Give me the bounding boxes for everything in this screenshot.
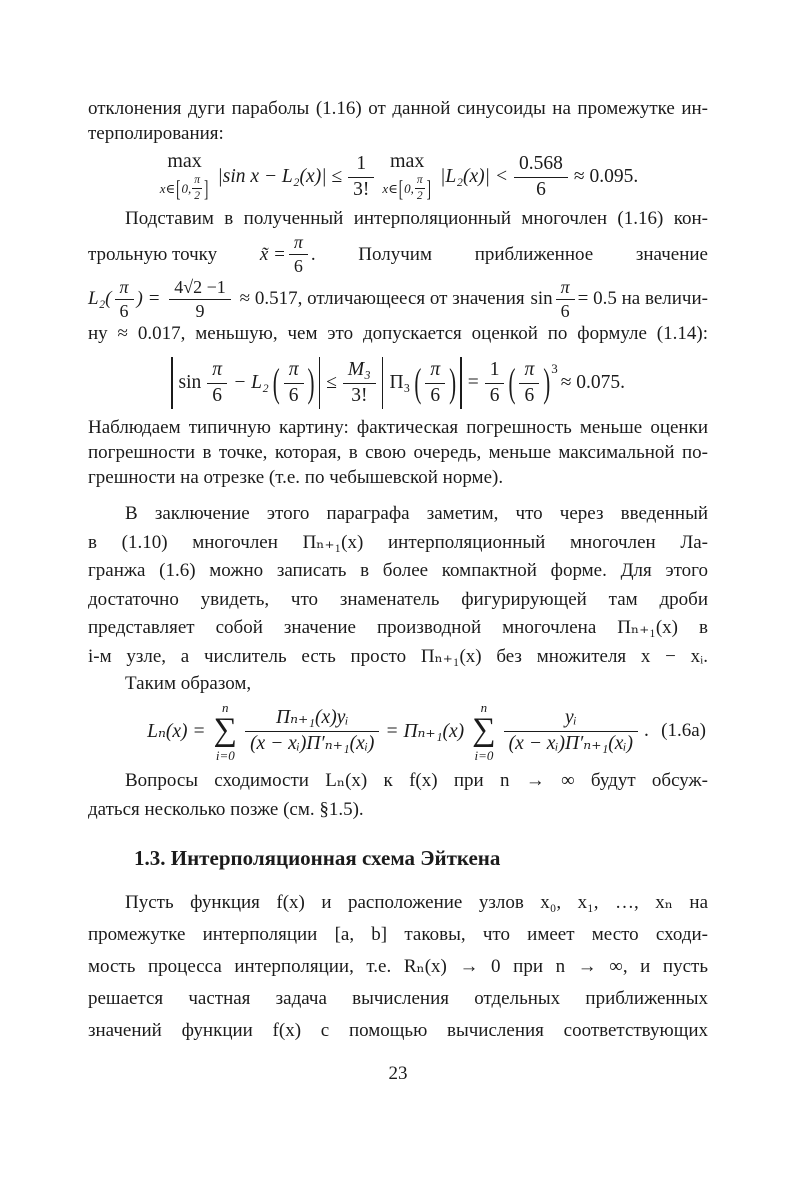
paragraph-observation	[88, 415, 708, 490]
text-line: погрешности в точке, которая, в свою очередь, меньше максимальной по-	[88, 442, 708, 464]
fraction-denominator: 6	[430, 384, 441, 406]
text-line: промежутке интерполяции [a, b] таковы, что имеет место сходи-	[88, 923, 708, 945]
text-line: грешности на отрезке (т.е. по чебышевской норме).	[88, 467, 504, 489]
fraction-denominator: 6	[489, 384, 500, 406]
math-line	[88, 277, 708, 321]
max-label: max	[389, 150, 425, 172]
fraction-denominator: 6	[293, 256, 303, 277]
text-line: Подставим в полученный интерполяционный многочлен (1.16) кон-	[125, 208, 708, 230]
big-close-paren: )	[307, 359, 315, 406]
text-line: Вопросы сходимости Lₙ(x) к f(x) при n → ∞ будут обсуж-	[125, 769, 708, 791]
sum-lower-limit: i=0	[215, 747, 235, 763]
text-piece: = 0.5 на величи-	[577, 288, 708, 309]
domain-variable: x∈	[382, 181, 398, 197]
big-open-paren: (	[272, 359, 280, 406]
fraction-pi-over-6	[519, 359, 539, 407]
fraction-denominator: 6	[524, 384, 535, 406]
max-operator	[382, 151, 432, 203]
sin-label: sin	[530, 288, 553, 309]
summation-symbol	[472, 701, 496, 761]
formula-max-error-bound	[88, 151, 708, 203]
fraction-one-over-6	[485, 359, 505, 407]
fraction-denominator: 2	[194, 190, 201, 203]
big-open-paren: (	[414, 359, 422, 406]
fraction-numerator: π	[115, 277, 134, 300]
x-tilde-equals: x̃ =	[259, 243, 286, 265]
big-close-paren: )	[543, 359, 551, 406]
math-line	[88, 232, 708, 276]
text-line: В заключение этого параграфа заметим, что через введенный	[125, 503, 708, 525]
fraction-denominator: 3!	[353, 178, 370, 200]
lhs-ln-x: Lₙ(x) =	[147, 721, 206, 743]
paragraph-thus	[88, 671, 708, 697]
period: .	[644, 720, 649, 742]
fraction-denominator: (x − xᵢ)Π′ₙ₊₁(xᵢ)	[508, 732, 634, 754]
approx-value: ≈ 0.075.	[560, 372, 626, 394]
fraction-denominator: 3!	[351, 384, 368, 406]
text-piece: ≈ 0.517, отличающееся от значения	[239, 288, 525, 309]
text-line: терполирования:	[88, 123, 224, 144]
pi3-label: Π₃	[389, 372, 411, 394]
domain-variable: x∈	[159, 181, 176, 197]
text-line: Наблюдаем типичную картину: фактическая погрешность меньше оценки	[88, 417, 708, 439]
big-open-paren: (	[508, 359, 516, 406]
sum-upper-limit: n	[222, 700, 229, 716]
text-line: представляет собой значение производной многочлена Πₙ₊₁(x) в	[88, 617, 708, 639]
right-bracket: ]	[204, 175, 209, 203]
fraction-numerator: yᵢ	[504, 707, 638, 731]
text-line: даться несколько позже (см. §1.5).	[88, 798, 364, 820]
paragraph-convergence	[88, 766, 708, 824]
text-line: в (1.10) многочлен Πₙ₊₁(x) интерполяционный многочлен Ла-	[88, 531, 708, 553]
vertical-bar	[171, 357, 173, 409]
vertical-bar	[382, 357, 384, 409]
middle-equality: = Πₙ₊₁(x)	[385, 721, 465, 743]
big-close-paren: )	[449, 359, 457, 406]
fraction-pi-over-6	[115, 277, 134, 321]
sum-upper-limit: n	[480, 700, 488, 716]
l2-open: L₂(	[88, 288, 112, 309]
fraction-numerator: π	[415, 174, 425, 189]
fraction-denominator: 6	[119, 300, 129, 321]
fraction-4sqrt2-over-9	[169, 277, 231, 321]
vertical-bar	[460, 357, 462, 409]
text-piece: трольную точку	[88, 243, 218, 265]
expression-sin-minus-l2: |sin x − L₂(x)| ≤	[217, 166, 343, 188]
text-line: отклонения дуги параболы (1.16) от данной синусоиды на промежутке ин-	[88, 98, 708, 119]
fraction-pi-over-6	[425, 359, 445, 407]
fraction-pi-over-6	[289, 232, 308, 276]
page-number: 23	[388, 1062, 408, 1084]
sigma-icon: ∑	[213, 712, 238, 749]
text-line: достаточно увидеть, что знаменатель фигурирующей там дроби	[88, 588, 708, 610]
period: .	[310, 243, 316, 265]
text-line: мость процесса интерполяции, т.е. Rₙ(x) → 0 при n → ∞, и пусть	[88, 955, 708, 977]
sum-lower-limit: i=0	[474, 747, 494, 763]
fraction-numerator: π	[289, 232, 308, 255]
sigma-icon: ∑	[472, 712, 496, 749]
text-piece: значение	[635, 243, 708, 265]
less-equal: ≤	[326, 372, 337, 394]
equation-number: (1.6a)	[661, 720, 706, 742]
fraction-denominator: 9	[195, 300, 205, 321]
text-line: ну ≈ 0.017, меньшую, чем это допускается оценкой по формуле (1.14):	[88, 323, 708, 345]
exponent-3: 3	[551, 361, 558, 377]
approx-value: ≈ 0.095.	[573, 166, 639, 188]
left-bracket: [	[398, 175, 404, 203]
fraction-m3-over-3fact	[343, 359, 376, 407]
fraction-pi-over-2	[192, 174, 202, 203]
max-domain	[382, 174, 432, 203]
max-domain	[160, 174, 210, 203]
fraction-pi-over-6	[556, 277, 575, 321]
fraction-denominator: 6	[536, 178, 546, 200]
right-bracket: ]	[426, 175, 431, 203]
equation-1-6a-row	[88, 701, 708, 761]
text-piece: приближенное	[474, 243, 594, 265]
paragraph-substitute-point	[88, 206, 708, 347]
text-line: i-м узле, а числитель есть просто Πₙ₊₁(x) без множителя x − xᵢ.	[88, 645, 708, 667]
fraction-pi-over-6	[284, 359, 304, 407]
expression-l2-bound: |L₂(x)| <	[440, 166, 509, 188]
text-line: значений функции f(x) с помощью вычисления соответствующих	[88, 1019, 708, 1041]
control-point-expression	[260, 232, 316, 276]
fraction-numerator: 4√2 −1	[169, 277, 231, 300]
formula-point-error	[88, 357, 708, 409]
max-operator	[160, 151, 210, 203]
fraction-numerator: M₃	[343, 359, 376, 383]
fraction-denominator: 6	[288, 384, 299, 406]
fraction-numerator: π	[207, 359, 227, 383]
minus-l2: − L₂	[233, 372, 269, 394]
fraction-pi-over-2	[415, 174, 425, 203]
fraction-0568-over-6	[514, 153, 568, 201]
fraction-one-over-3fact	[348, 153, 374, 201]
fraction-y-over-denominator	[504, 707, 638, 755]
fraction-denominator: 6	[560, 300, 570, 321]
fraction-numerator: Πₙ₊₁(x)yᵢ	[245, 707, 379, 731]
fraction-numerator: π	[284, 359, 304, 383]
fraction-numerator: π	[192, 174, 202, 189]
text-line: решается частная задача вычисления отдельных приближенных	[88, 987, 708, 1009]
domain-lower: 0,	[404, 181, 414, 197]
l2-at-pi-6	[88, 277, 160, 321]
domain-lower: 0,	[181, 181, 192, 197]
vertical-bar	[319, 357, 321, 409]
text-piece: Получим	[358, 243, 432, 265]
text-line: Таким образом,	[125, 673, 252, 695]
fraction-numerator: π	[556, 277, 575, 300]
text-line: гранжа (1.6) можно записать в более компактной форме. Для этого	[88, 560, 708, 582]
section-heading: 1.3. Интерполяционная схема Эйткена	[134, 845, 501, 870]
fraction-numerator: 1	[348, 153, 374, 177]
sin-pi-6-value	[530, 277, 708, 321]
fraction-numerator: π	[519, 359, 539, 383]
fraction-numerator: π	[425, 359, 445, 383]
sin-label: sin	[178, 372, 202, 394]
formula-lagrange-compact	[144, 701, 652, 761]
fraction-pi-over-6	[207, 359, 227, 407]
left-bracket: [	[176, 175, 181, 203]
close-equals: ) =	[136, 288, 161, 309]
max-label: max	[167, 150, 202, 172]
paragraph-conclusion	[88, 500, 708, 671]
paragraph-aitken-intro	[88, 887, 708, 1047]
equals: =	[467, 372, 479, 394]
fraction-denominator: (x − xᵢ)Π′ₙ₊₁(xᵢ)	[250, 732, 375, 754]
text-line: Пусть функция f(x) и расположение узлов x₀, x₁, …, xₙ на	[125, 891, 708, 913]
summation-symbol	[214, 701, 238, 761]
fraction-numerator: 1	[485, 359, 505, 383]
fraction-denominator: 6	[212, 384, 223, 406]
fraction-denominator: 2	[416, 190, 423, 203]
paragraph-deviation	[88, 96, 708, 146]
fraction-pi-y-over-denominator	[245, 707, 379, 755]
fraction-numerator: 0.568	[514, 153, 568, 177]
